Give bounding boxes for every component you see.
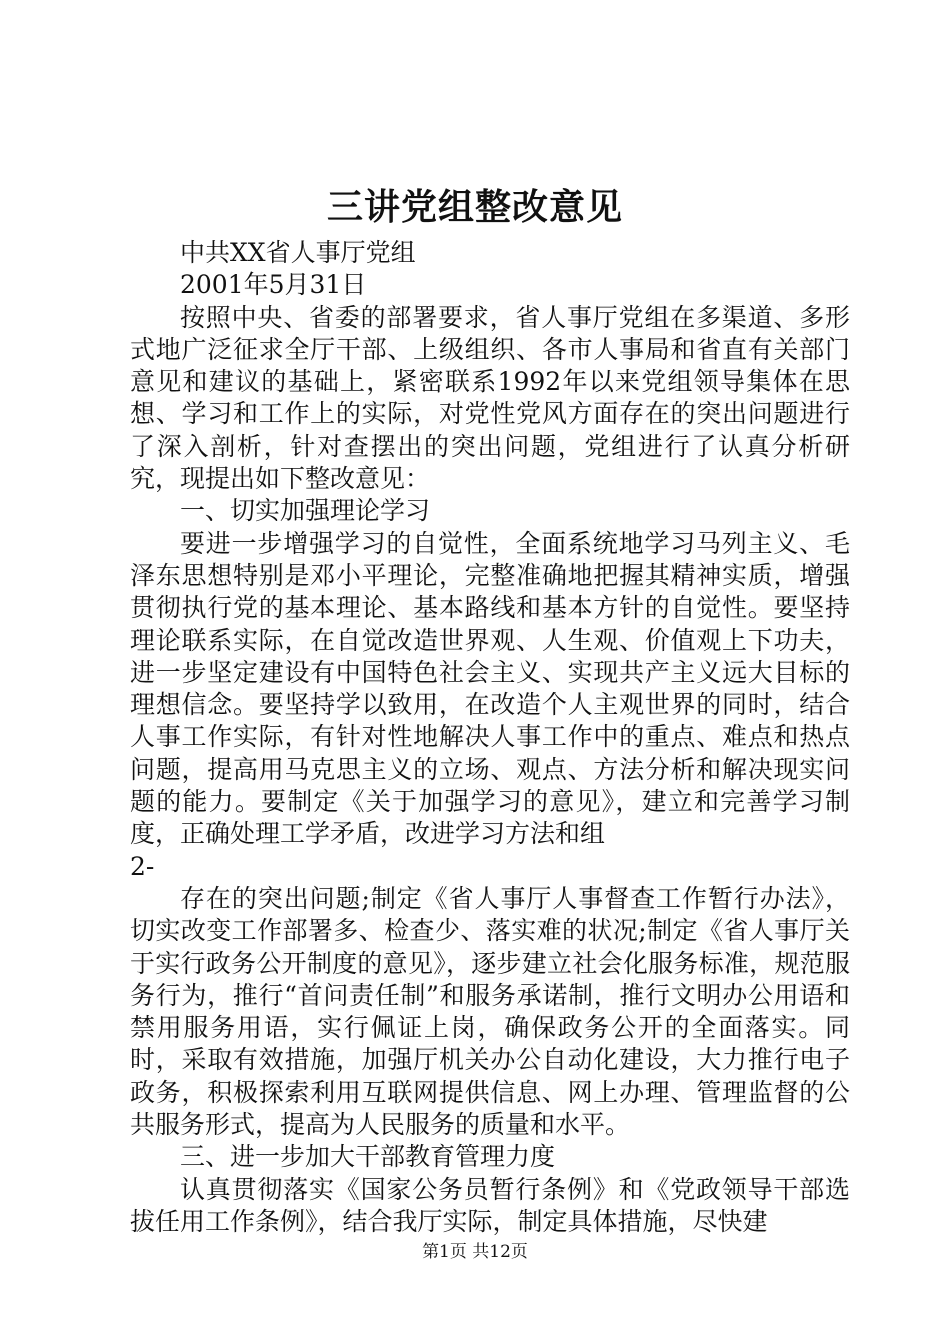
- page-fragment-marker: 2-: [130, 851, 155, 881]
- document-body: [130, 237, 850, 1238]
- date-line: 2001年5月31日: [180, 270, 367, 300]
- section-heading-1: 一、切实加强理论学习: [180, 496, 431, 526]
- org-line: 中共XX省人事厅党组: [180, 238, 416, 267]
- paragraph-problems: 存在的突出问题;制定《省人事厅人事督查工作暂行办法》，切实改变工作部署多、检查少、落实难的状况;制定《省人事厅关于实行政务公开制度的意见》，逐步建立社会化服务标准，规范服务行为，推行“首问责任制”和服务承诺制，推行文明办公用语和禁用服务用语，实行佩证上岗，确保政务公开的全面落实。同时，采取有效措施，加强厅机关办公自动化建设，大力推行电子政务，积极探索利用互联网提供信息、网上办理、管理监督的公共服务形式，提高为人民服务的质量和水平。: [130, 883, 850, 1140]
- page-footer: 第1页 共12页: [422, 1242, 528, 1262]
- document-title: 三讲党组整改意见: [326, 186, 623, 228]
- paragraph-study: 要进一步增强学习的自觉性，全面系统地学习马列主义、毛泽东思想特别是邓小平理论，完整准确地把握其精神实质，增强贯彻执行党的基本理论、基本路线和基本方针的自觉性。要坚持理论联系实际，在自觉改造世界观、人生观、价值观上下功夫，进一步坚定建设有中国特色社会主义、实现共产主义远大目标的理想信念。要坚持学以致用，在改造个人主观世界的同时，结合人事工作实际，有针对性地解决人事工作中的重点、难点和热点问题，提高用马克思主义的立场、观点、方法分析和解决现实问题的能力。要制定《关于加强学习的意见》，建立和完善学习制度，正确处理工学矛盾，改进学习方法和组: [130, 528, 850, 849]
- section-heading-3: 三、进一步加大干部教育管理力度: [180, 1142, 556, 1172]
- paragraph-cadre: 认真贯彻落实《国家公务员暂行条例》和《党政领导干部选拔任用工作条例》，结合我厅实际，制定具体措施，尽快建: [130, 1174, 850, 1236]
- paragraph-intro: 按照中央、省委的部署要求，省人事厅党组在多渠道、多形式地广泛征求全厅干部、上级组织、各市人事局和省直有关部门意见和建议的基础上，紧密联系1992年以来党组领导集体在思想、学习和工作上的实际，对党性党风方面存在的突出问题进行了深入剖析，针对查摆出的突出问题，党组进行了认真分析研究，现提出如下整改意见：: [130, 302, 850, 494]
